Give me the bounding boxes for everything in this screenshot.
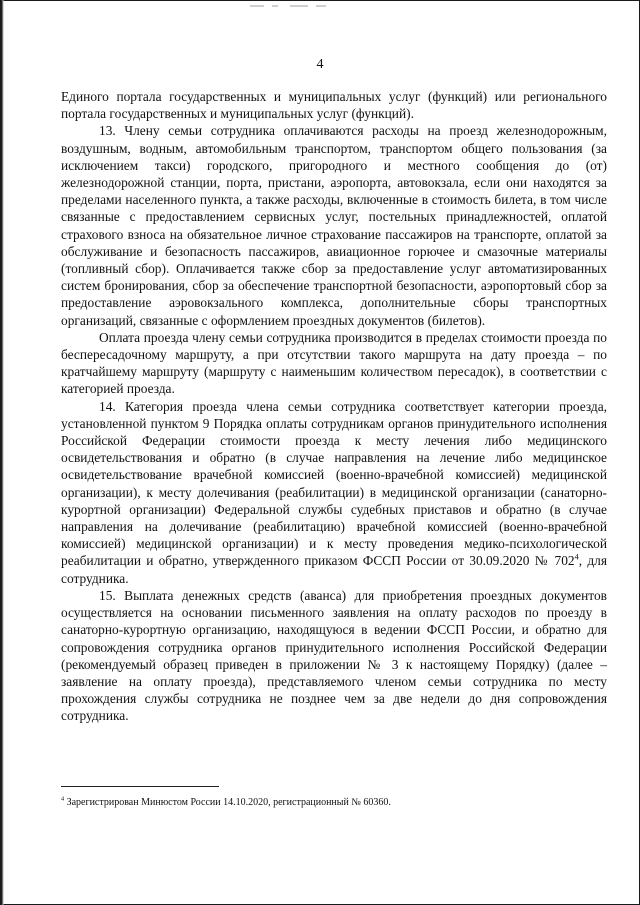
paragraph-payment-limits: Оплата проезда члену семьи сотрудника производится в пределах стоимости проезда по беспересадочному маршруту, а при отсутствии такого маршрута на дату проезда – по кратчайшему маршруту (маршруту с наименьшим количеством пересадок), в соответствии с категорией проезда.: [61, 329, 607, 397]
footnote-divider: [61, 786, 219, 787]
scan-edge: [1, 0, 4, 905]
paragraph-portal-continuation: Единого портала государственных и муниципальных услуг (функций) или регионального портала государственных и муниципальных услуг (функций).: [61, 89, 607, 122]
footnote-text: Зарегистрирован Минюстом России 14.10.2020, регистрационный № 60360.: [66, 797, 391, 808]
paragraph-14-tail: , для сотрудника.: [61, 553, 608, 586]
paragraph-15: 15. Выплата денежных средств (аванса) для приобретения проездных документов осуществляется на основании письменного заявления на оплату расходов по проезду в санаторно-курортную организацию, находящуюся в ведении ФССП России, и обратно для сопровождения сотрудника органов принудительного исполнения Российской Федерации (рекомендуемый образец приведен в приложении № 3 к настоящему Порядку) (далее – заявление на оплату проезда), представляемого членом семьи сотрудника по месту прохождения службы сотрудника не позднее чем за две недели до дня сопровождения сотрудника.: [61, 587, 607, 724]
paragraph-14-text: 14. Категория проезда члена семьи сотрудника соответствует категории проезда, установленной пунктом 9 Порядка оплаты сотрудникам органов принудительного исполнения Российской Федерации стоимости проезда к месту лечения либо медицинского освидетельствования и обратно (в случае направления на лечение либо медицинское освидетельствование врачебной комиссией (военно-врачебной комиссией) медицинской организации), к месту долечивания (реабилитации) в медицинской организации (санаторно-курортной организации) Федеральной службы судебных приставов и обратно (в случае направления на долечивание (реабилитацию) врачебной комиссией (военно-врачебной комиссией) медицинской организации) и к месту проведения медико-психологической реабилитации и обратно, утвержденного приказом ФССП России от 30.09.2020 № 702: [61, 398, 607, 569]
paragraph-14: [61, 398, 607, 587]
footnote: [61, 796, 607, 809]
paragraph-13: 13. Члену семьи сотрудника оплачиваются расходы на проезд железнодорожным, воздушным, водным, автомобильным транспортом, транспортом общего пользования (за исключением такси) городского, пригородного и местного сообщения до (от) железнодорожной станции, порта, пристани, аэропорта, автовокзала, если они находятся за пределами населенного пункта, а также расходы, включенные в стоимость билета, в том числе связанные с предоставлением сервисных услуг, постельных принадлежностей, оплатой страхового взноса на обязательное личное страхование пассажиров на транспорте, оплатой за обслуживание и безопасность пассажиров, авиационное горючее и смазочные материалы (топливный сбор). Оплачивается также сбор за предоставление услуг автоматизированных систем бронирования, сбор за обеспечение транспортной безопасности, аэропортовый сбор за предоставление аэровокзального комплекса, дополнительные сборы транспортных организаций, связанные с оформлением проездных документов (билетов).: [61, 123, 607, 328]
footnote-marker: 4: [61, 795, 65, 803]
document-body: [61, 88, 607, 725]
scan-artifact: [250, 2, 340, 12]
page-number: 4: [316, 57, 324, 72]
footnote-ref: 4: [574, 553, 579, 563]
